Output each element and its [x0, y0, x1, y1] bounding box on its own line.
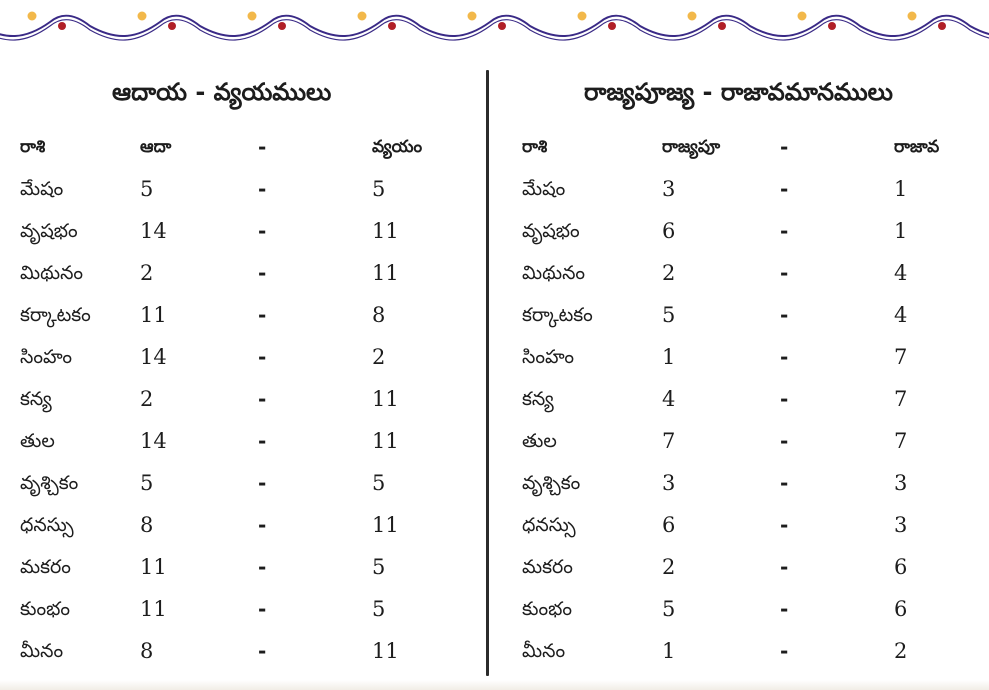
value-a: 11 — [140, 555, 167, 579]
value-a: 5 — [140, 471, 154, 495]
separator: - — [258, 429, 267, 453]
rashi-name: సింహం — [20, 346, 73, 368]
rashi-name: మీనం — [20, 640, 64, 662]
separator: - — [258, 177, 267, 201]
gold-bead — [138, 12, 147, 21]
value-a: 11 — [140, 597, 167, 621]
value-a: 2 — [140, 261, 154, 285]
honour-dishonour-header-row — [522, 126, 972, 168]
honour-dishonour-row — [522, 420, 972, 462]
honour-dishonour-row — [522, 210, 972, 252]
value-b: 11 — [372, 387, 399, 411]
red-bead — [58, 22, 66, 30]
income-expense-row — [20, 252, 460, 294]
bottom-edge-shade — [0, 680, 989, 690]
honour-dishonour-row — [522, 630, 972, 672]
gold-bead — [248, 12, 257, 21]
value-a: 8 — [140, 639, 154, 663]
honour-dishonour-row — [522, 294, 972, 336]
separator: - — [780, 513, 789, 537]
value-b: 1 — [894, 177, 908, 201]
value-a: 3 — [662, 471, 676, 495]
red-bead — [388, 22, 396, 30]
income-expense-row — [20, 336, 460, 378]
income-expense-row — [20, 546, 460, 588]
rashi-name: ధనస్సు — [522, 514, 576, 536]
value-a: 14 — [140, 345, 167, 369]
value-a: 2 — [662, 555, 676, 579]
income-expense-row — [20, 294, 460, 336]
gold-bead — [798, 12, 807, 21]
income-expense-row — [20, 168, 460, 210]
honour-dishonour-row — [522, 504, 972, 546]
red-bead — [718, 22, 726, 30]
income-expense-row — [20, 462, 460, 504]
rashi-name: మేషం — [522, 178, 566, 200]
value-b: 2 — [894, 639, 908, 663]
value-b: 5 — [372, 555, 386, 579]
separator: - — [780, 555, 789, 579]
value-b: 11 — [372, 261, 399, 285]
red-bead — [828, 22, 836, 30]
rashi-name: కుంభం — [522, 598, 573, 620]
rashi-name: మీనం — [522, 640, 566, 662]
value-b: 4 — [894, 303, 908, 327]
separator: - — [780, 597, 789, 621]
red-bead — [498, 22, 506, 30]
rashi-name: వృశ్చికం — [522, 472, 581, 494]
red-bead — [608, 22, 616, 30]
separator: - — [258, 555, 267, 579]
honour-dishonour-row — [522, 588, 972, 630]
separator: - — [780, 471, 789, 495]
honour-dishonour-title: రాజ్యపూజ్య - రాజావమానములు — [584, 78, 893, 106]
income-expense-row — [20, 378, 460, 420]
value-b: 3 — [894, 471, 908, 495]
value-a: 5 — [662, 303, 676, 327]
value-b: 5 — [372, 597, 386, 621]
separator: - — [780, 219, 789, 243]
honour-dishonour-row — [522, 336, 972, 378]
separator: - — [258, 303, 267, 327]
rashi-name: మేషం — [20, 178, 64, 200]
red-bead — [168, 22, 176, 30]
honour-dishonour-row — [522, 378, 972, 420]
value-b: 7 — [894, 345, 908, 369]
value-b: 1 — [894, 219, 908, 243]
decorative-garland-border — [0, 0, 989, 48]
gold-bead — [578, 12, 587, 21]
value-a: 5 — [140, 177, 154, 201]
header-rajavamana: రాజావ — [894, 137, 940, 157]
header-expense: వ్యయం — [372, 137, 423, 157]
rashi-name: మకరం — [522, 556, 573, 578]
separator: - — [258, 387, 267, 411]
value-b: 7 — [894, 387, 908, 411]
value-a: 2 — [140, 387, 154, 411]
honour-dishonour-row — [522, 168, 972, 210]
separator: - — [258, 261, 267, 285]
rashi-name: తుల — [20, 430, 55, 452]
separator: - — [258, 513, 267, 537]
rashi-name: తుల — [522, 430, 557, 452]
column-divider — [486, 70, 489, 676]
value-a: 6 — [662, 513, 676, 537]
value-b: 2 — [372, 345, 386, 369]
value-b: 11 — [372, 513, 399, 537]
value-a: 7 — [662, 429, 676, 453]
header-separator: - — [780, 135, 789, 159]
income-expense-row — [20, 630, 460, 672]
value-b: 6 — [894, 555, 908, 579]
value-a: 14 — [140, 219, 167, 243]
value-b: 5 — [372, 177, 386, 201]
separator: - — [258, 345, 267, 369]
separator: - — [258, 597, 267, 621]
rashi-name: కన్య — [522, 388, 554, 410]
rashi-name: మిథునం — [20, 262, 84, 284]
honour-dishonour-row — [522, 252, 972, 294]
value-a: 6 — [662, 219, 676, 243]
value-b: 4 — [894, 261, 908, 285]
rashi-name: ధనస్సు — [20, 514, 74, 536]
header-income: ఆదా — [140, 137, 172, 157]
gold-bead — [468, 12, 477, 21]
rashi-name: కన్య — [20, 388, 52, 410]
rashi-name: వృషభం — [522, 220, 580, 242]
gold-bead — [908, 12, 917, 21]
income-expense-row — [20, 420, 460, 462]
value-a: 2 — [662, 261, 676, 285]
rashi-name: మకరం — [20, 556, 71, 578]
separator: - — [780, 387, 789, 411]
value-b: 3 — [894, 513, 908, 537]
rashi-name: కర్కాటకం — [522, 304, 593, 326]
value-b: 11 — [372, 219, 399, 243]
header-rashi: రాశి — [20, 137, 46, 157]
rashi-name: వృషభం — [20, 220, 78, 242]
separator: - — [258, 219, 267, 243]
separator: - — [780, 177, 789, 201]
gold-bead — [358, 12, 367, 21]
value-b: 11 — [372, 639, 399, 663]
value-b: 5 — [372, 471, 386, 495]
value-a: 1 — [662, 345, 676, 369]
rashi-name: కర్కాటకం — [20, 304, 91, 326]
rashi-name: వృశ్చికం — [20, 472, 79, 494]
value-b: 7 — [894, 429, 908, 453]
separator: - — [780, 303, 789, 327]
value-b: 11 — [372, 429, 399, 453]
income-expense-header-row — [20, 126, 460, 168]
rashi-name: కుంభం — [20, 598, 71, 620]
honour-dishonour-row — [522, 462, 972, 504]
header-rajyapujya: రాజ్యపూ — [662, 137, 721, 157]
separator: - — [780, 639, 789, 663]
income-expense-row — [20, 588, 460, 630]
gold-bead — [28, 12, 37, 21]
value-b: 8 — [372, 303, 386, 327]
separator: - — [258, 639, 267, 663]
value-a: 11 — [140, 303, 167, 327]
value-a: 8 — [140, 513, 154, 537]
separator: - — [780, 345, 789, 369]
honour-dishonour-row — [522, 546, 972, 588]
value-a: 14 — [140, 429, 167, 453]
red-bead — [278, 22, 286, 30]
rashi-name: సింహం — [522, 346, 575, 368]
income-expense-row — [20, 504, 460, 546]
header-separator: - — [258, 135, 267, 159]
rashi-name: మిథునం — [522, 262, 586, 284]
income-expense-title: ఆదాయ - వ్యయములు — [112, 78, 332, 106]
value-a: 4 — [662, 387, 676, 411]
separator: - — [780, 261, 789, 285]
income-expense-row — [20, 210, 460, 252]
separator: - — [780, 429, 789, 453]
value-a: 3 — [662, 177, 676, 201]
gold-bead — [688, 12, 697, 21]
value-b: 6 — [894, 597, 908, 621]
header-rashi: రాశి — [522, 137, 548, 157]
value-a: 5 — [662, 597, 676, 621]
value-a: 1 — [662, 639, 676, 663]
red-bead — [938, 22, 946, 30]
separator: - — [258, 471, 267, 495]
